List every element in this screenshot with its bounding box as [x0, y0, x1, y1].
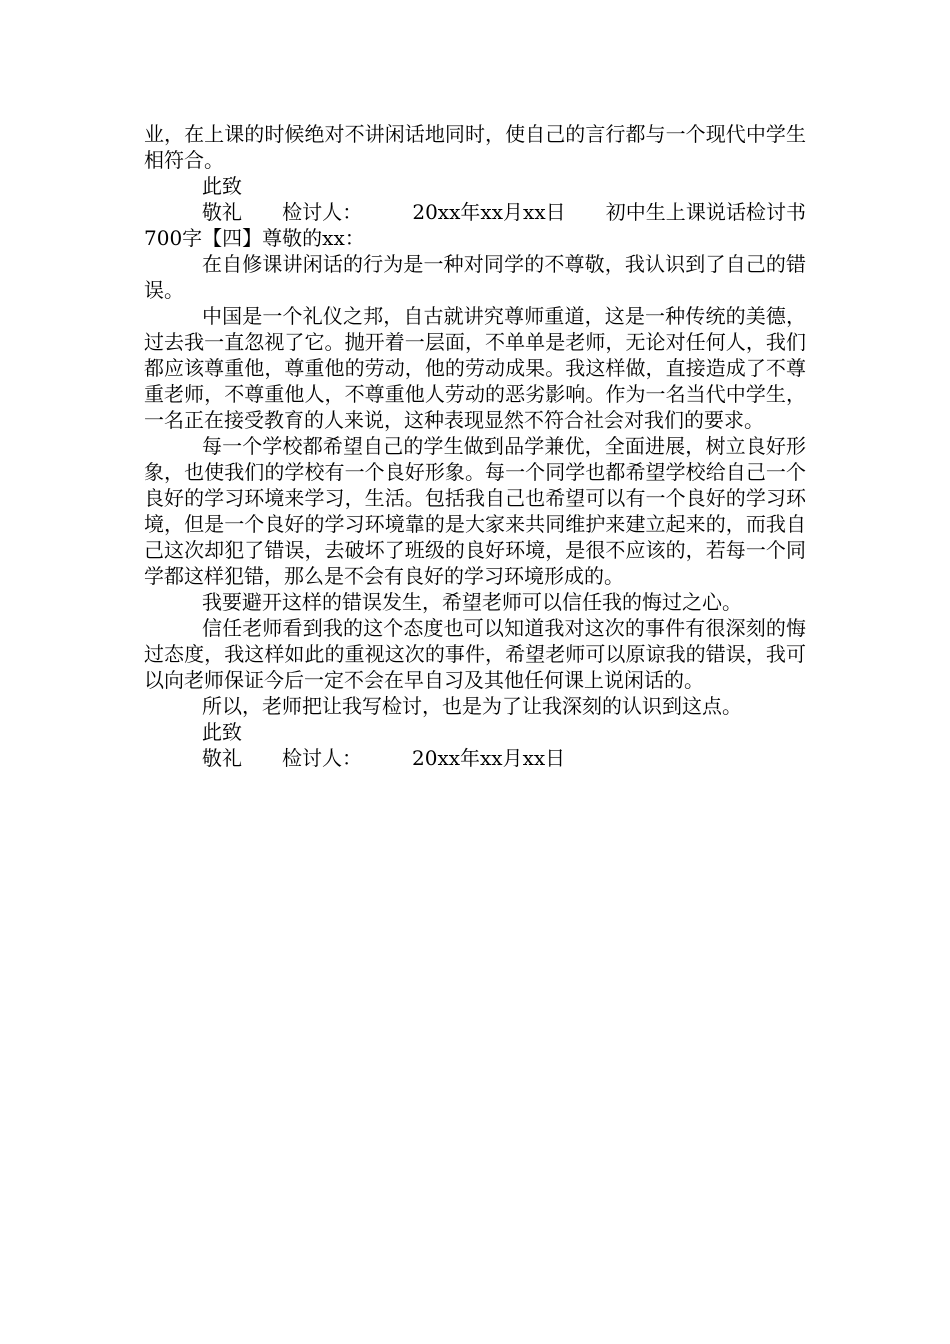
signature-line: 敬礼 检讨人： 20xx年xx月xx日: [202, 746, 566, 770]
paragraph: 我要避开这样的错误发生，希望老师可以信任我的悔过之心。: [202, 590, 742, 614]
paragraph: 每一个学校都希望自己的学生做到品学兼优，全面进展，树立良好形象，也使我们的学校有一个良好形象。每一个同学也都希望学校给自己一个良好的学习环境来学习，生活。包括我自己也希望可以有一个良好的学习环境，但是一个良好的学习环境靠的是大家来共同维护来建立起来的，而我自己这次却犯了错误，去破坏了班级的良好环境，是很不应该的，若每一个同学都这样犯错，那么是不会有良好的学习环境形成的。: [144, 434, 806, 588]
paragraph: 在自修课讲闲话的行为是一种对同学的不尊敬，我认识到了自己的错误。: [144, 252, 806, 302]
paragraph: 中国是一个礼仪之邦，自古就讲究尊师重道，这是一种传统的美德，过去我一直忽视了它。抛开着一层面，不单单是老师，无论对任何人，我们都应该尊重他，尊重他的劳动，他的劳动成果。我这样做，直接造成了不尊重老师，不尊重他人，不尊重他人劳动的恶劣影响。作为一名当代中学生，一名正在接受教育的人来说，这种表现显然不符合社会对我们的要求。: [144, 304, 806, 432]
closing-salutation: 此致: [202, 174, 242, 198]
paragraph-continuation: 业，在上课的时候绝对不讲闲话地同时，使自己的言行都与一个现代中学生相符合。: [144, 122, 806, 172]
document-body: [144, 121, 806, 771]
closing-salutation: 此致: [202, 720, 242, 744]
signature-and-heading: 敬礼 检讨人： 20xx年xx月xx日 初中生上课说话检讨书700字【四】尊敬的xx：: [144, 200, 806, 250]
paragraph: 信任老师看到我的这个态度也可以知道我对这次的事件有很深刻的悔过态度，我这样如此的重视这次的事件，希望老师可以原谅我的错误，我可以向老师保证今后一定不会在早自习及其他任何课上说闲话的。: [144, 616, 806, 692]
paragraph: 所以，老师把让我写检讨，也是为了让我深刻的认识到这点。: [202, 694, 742, 718]
